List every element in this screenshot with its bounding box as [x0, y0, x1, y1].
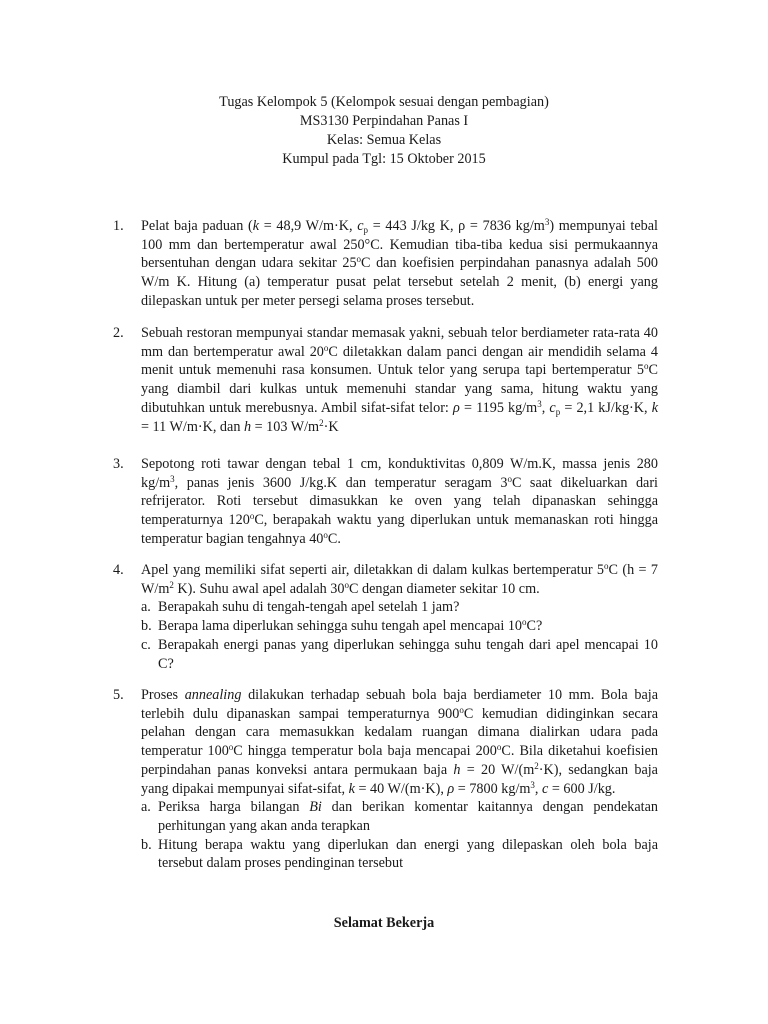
sub-question-a: a. Periksa harga bilangan Bi dan berikan komentar kaitannya dengan pendekatan perhitungan yang akan anda terapkan: [141, 799, 658, 834]
question-4: [113, 561, 658, 673]
question-3: [113, 455, 658, 549]
document-header: [0, 93, 768, 169]
sub-question-c: c. Berapakah energi panas yang diperlukan sehingga suhu tengah dari apel mencapai 10 C?: [141, 636, 658, 672]
header-title: Tugas Kelompok 5 (Kelompok sesuai dengan pembagian): [219, 94, 549, 110]
question-text: Apel yang memiliki sifat seperti air, diletakkan di dalam kulkas bertemperatur 5$^o$C (h = 7 $W/m^2$ K). Suhu awal apel adalah 30$^o$C dengan diameter sekitar 10 cm. a. Berapakah suhu di tengah-tengah apel setelah 1 jam? b. Berapa lama diperlukan sehingga suhu tengah apel mencapai 10$^o$C? c. Berapakah energi panas yang diperlukan sehingga suhu tengah dari apel mencapai 10 C?: [141, 561, 658, 672]
sub-question-b: b. Hitung berapa waktu yang diperlukan dan energi yang dilepaskan oleh bola baja tersebut dalam proses pendinginan tersebut: [141, 836, 658, 872]
question-number: 3.: [113, 456, 124, 472]
closing-remark: Selamat Bekerja: [333, 915, 435, 931]
header-due-date: Kumpul pada Tgl: 15 Oktober 2015: [282, 151, 486, 167]
header-course: MS3130 Perpindahan Panas I: [299, 113, 469, 129]
sub-question-a: a. Berapakah suhu di tengah-tengah apel setelah 1 jam?: [141, 599, 460, 616]
question-5: [113, 686, 658, 873]
question-2: [113, 324, 658, 436]
question-text: Proses annealing dilakukan terhadap sebuah bola baja berdiameter 10 mm. Bola baja terlebih dulu dipanaskan sampai temperaturnya 900$^o$C kemudian didinginkan secara pelahan dengan cara memasukkan kedalam ruangan dimana dialirkan udara pada temperatur 100$^o$C hingga temperatur bola baja mencapai 200$^o$C. Bila diketahui koefisien perpindahan panas konveksi antara permukaan baja h = 20 $W/(m^2\cdot K)$, sedangkan baja yang dipakai mempunyai sifat-sifat, k = 40 W/(m·K), ρ = 7800 $kg/m^3$, c = 600 J/kg. a. Periksa harga bilangan Bi dan berikan komentar kaitannya dengan pendekatan perhitungan yang akan anda terapkan b. Hitung berapa waktu yang diperlukan dan energi yang dilepaskan oleh bola baja tersebut dalam proses pendinginan tersebut: [141, 687, 659, 872]
sub-question-b: b. Berapa lama diperlukan sehingga suhu tengah apel mencapai 10$^o$C?: [141, 617, 543, 635]
question-number: 1.: [113, 218, 124, 234]
question-1: [113, 217, 658, 311]
header-class: Kelas: Semua Kelas: [326, 132, 442, 148]
question-number: 5.: [113, 687, 124, 703]
question-text: Sebuah restoran mempunyai standar memasak yakni, sebuah telor berdiameter rata-rata 40 mm dan bertemperatur awal 20$^o$C diletakkan dalam panci dengan air mendidih selama 4 menit untuk memenuhi rasa konsumen. Untuk telor yang serupa tapi bertemperatur 5$^o$C yang diambil dari kulkas untuk memenuhi standar yang sama, hitung waktu yang dibutuhkan untuk merebusnya. Ambil sifat-sifat telor: ρ = 1195 $kg/m^3$, $c_p = 2,1$ kJ/kg·K, k = 11 W/m·K, dan h = 103 $W/m^2\cdot K$: [141, 325, 658, 435]
question-number: 2.: [113, 325, 124, 341]
question-text: Sepotong roti tawar dengan tebal 1 cm, konduktivitas 0,809 W/m.K, massa jenis 280 $kg/m^3$, panas jenis 3600 J/kg.K dan temperatur seragam 3$^o$C saat dikeluarkan dari refrijerator. Roti tersebut dimasukkan ke oven yang telah dipanaskan sehingga temperaturnya 120$^o$C, berapakah waktu yang diperlukan untuk memanaskan roti hingga temperatur bagian tengahnya 40$^o$C.: [141, 456, 659, 547]
question-text: Pelat baja paduan (k = 48,9 W/m·K, $c_p = 443$ J/kg K, ρ = 7836 $kg/m^3$) mempunyai tebal 100 mm dan bertemperatur awal 250°C. Kemudian tiba-tiba kedua sisi permukaannya bersentuhan dengan udara sekitar 25$^o$C dan koefisien perpindahan panasnya adalah 500 W/m K. Hitung (a) temperatur pusat pelat tersebut setelah 2 menit, (b) energi yang dilepaskan untuk per meter persegi selama proses tersebut.: [141, 217, 658, 309]
question-number: 4.: [113, 562, 124, 578]
